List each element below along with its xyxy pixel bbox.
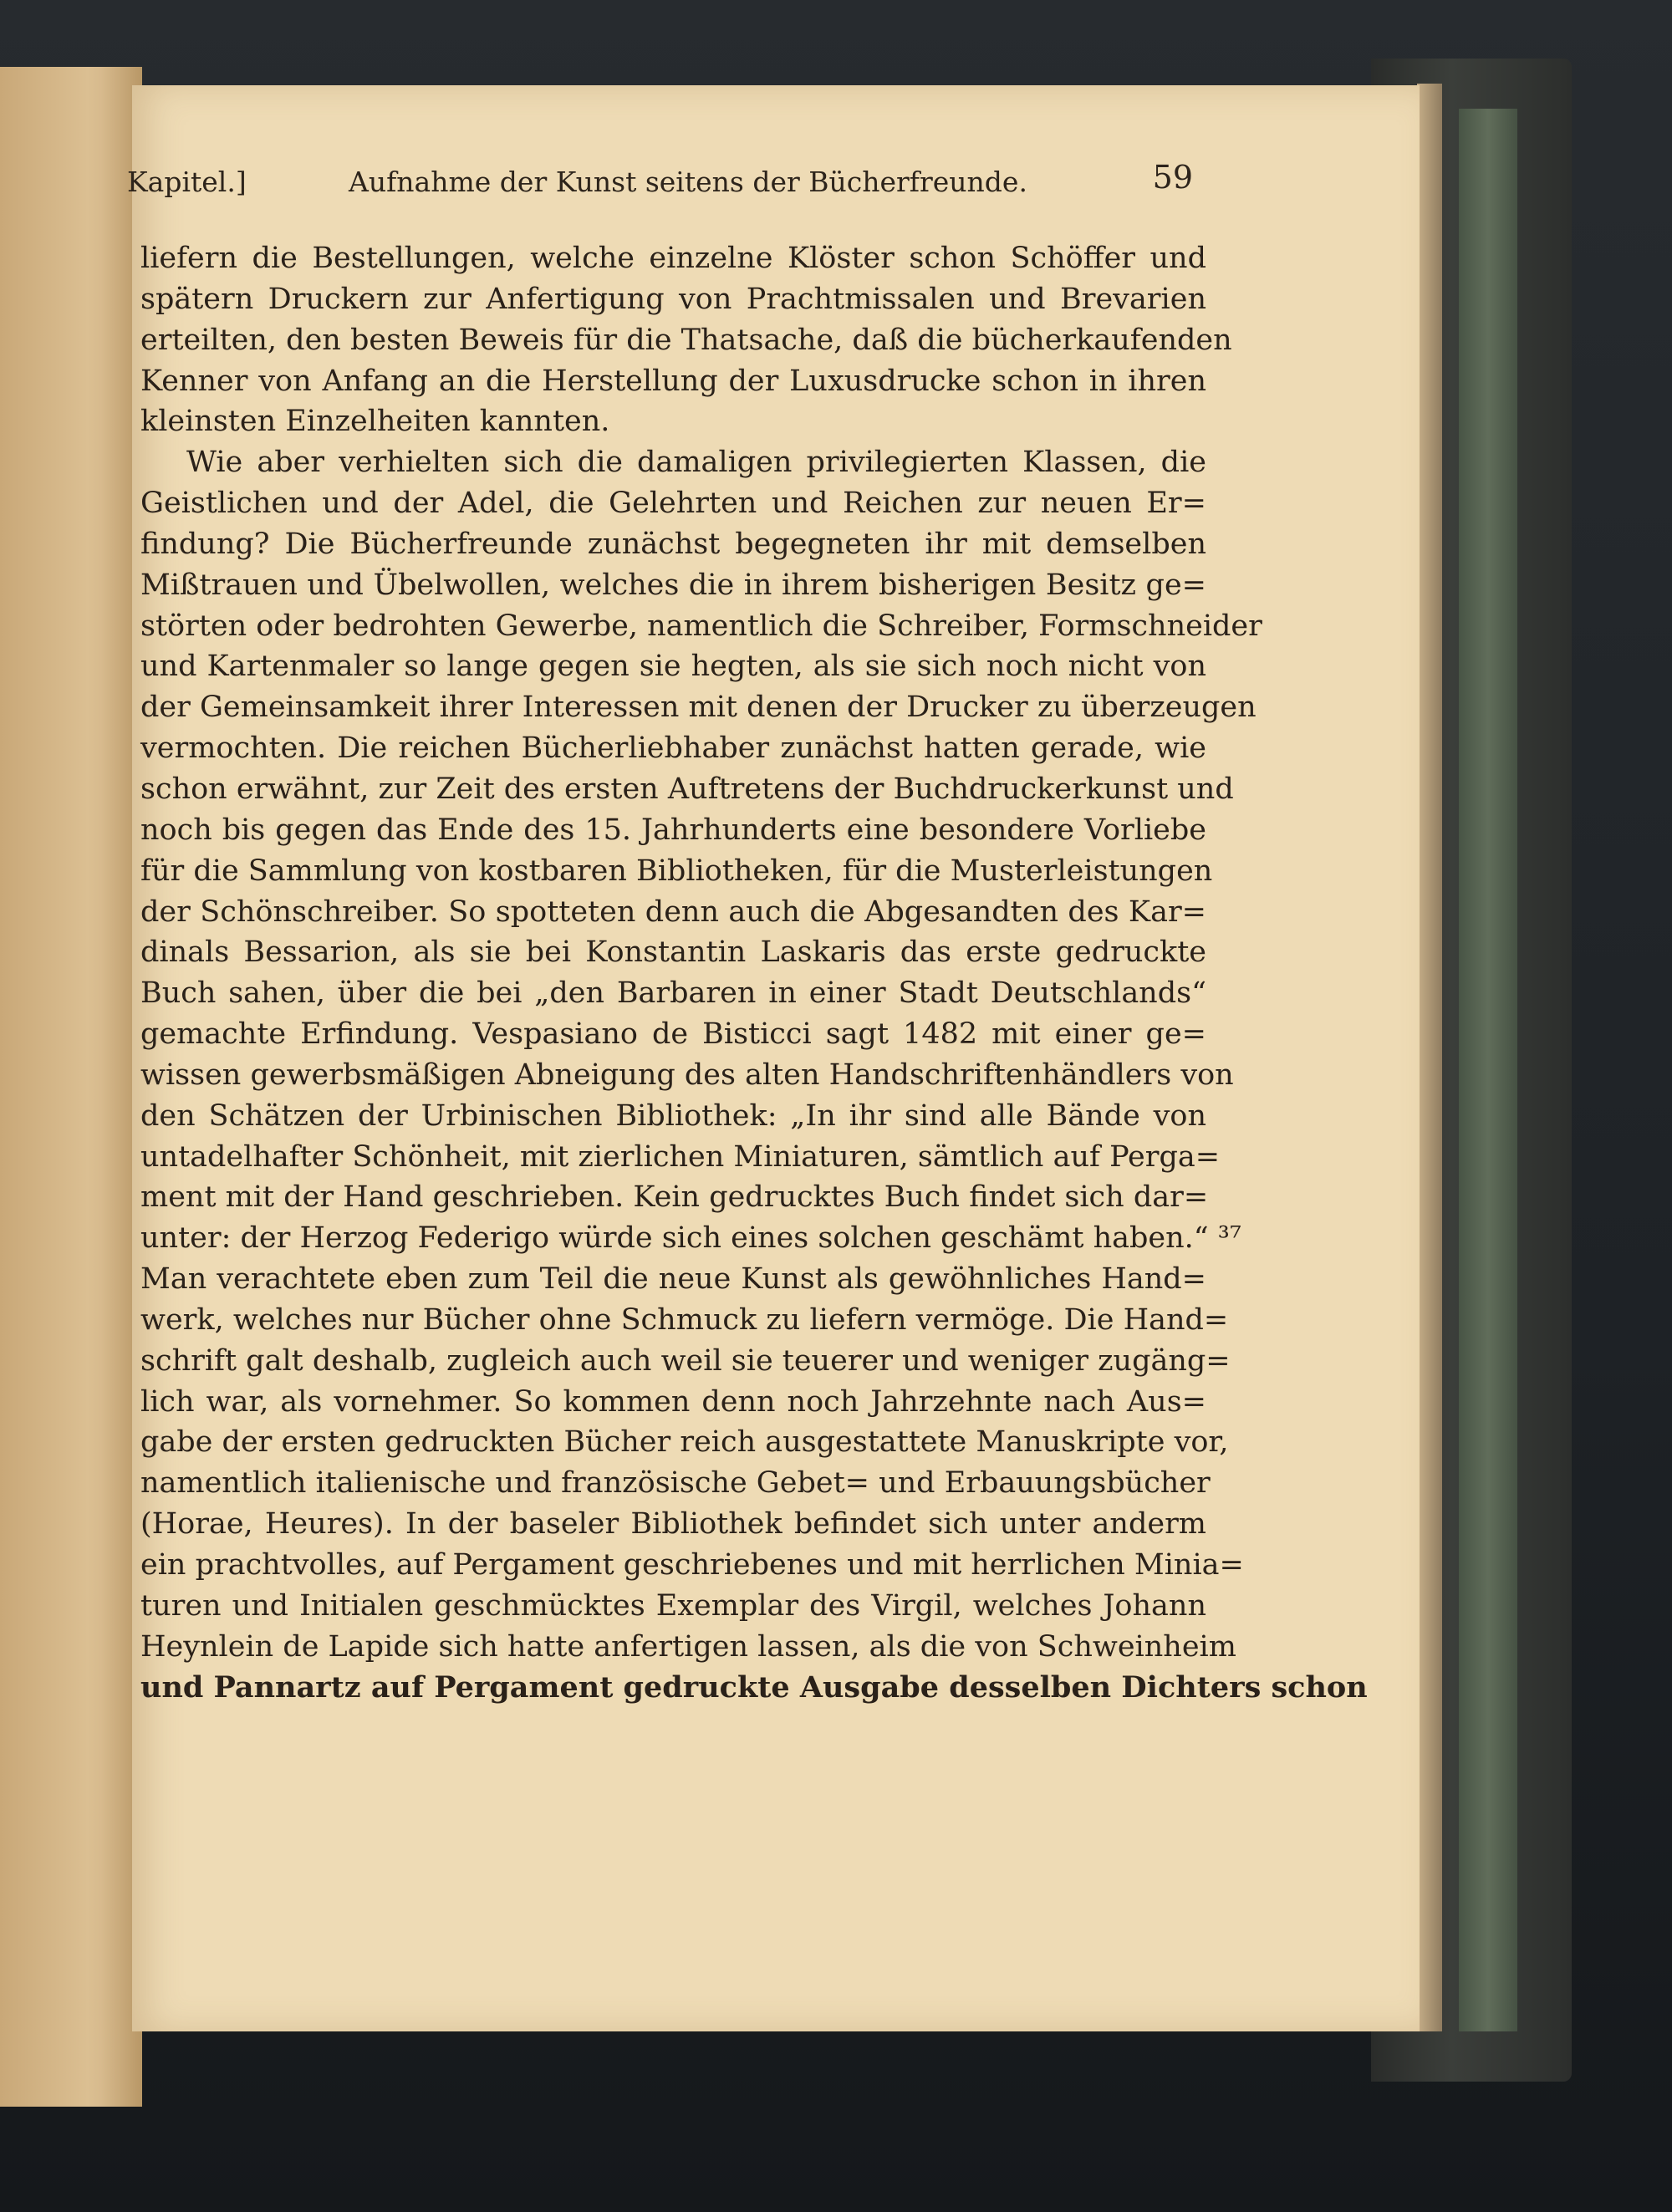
page-number: 59 [1152, 159, 1193, 196]
text-line: untadelhafter Schönheit, mit zierlichen Miniaturen, sämtlich auf Perga= [140, 1139, 1221, 1174]
text-line: der Gemeinsamkeit ihrer Interessen mit denen der Drucker zu überzeugen [140, 691, 1257, 725]
text-line: kleinsten Einzelheiten kannten. [140, 405, 610, 439]
text-line: gemachte Erfindung. Vespasiano de Bisticci sagt 1482 mit einer ge= [140, 1017, 1206, 1052]
text-line: und Pannartz auf Pergament gedruckte Ausgabe desselben Dichters schon [140, 1669, 1368, 1705]
text-line: schon erwähnt, zur Zeit des ersten Auftretens der Buchdruckerkunst und [140, 772, 1234, 806]
text-line: Heynlein de Lapide sich hatte anfertigen lassen, als die von Schweinheim [140, 1629, 1236, 1664]
text-line: Buch sahen, über die bei „den Barbaren in einer Stadt Deutschlands“ [140, 976, 1206, 1011]
text-line: liefern die Bestellungen, welche einzelne Klöster schon Schöffer und [140, 242, 1206, 275]
text-line: gabe der ersten gedruckten Bücher reich ausgestattete Manuskripte vor, [140, 1425, 1229, 1460]
text-line: wissen gewerbsmäßigen Abneigung des alten Handschriftenhändlers von [140, 1058, 1234, 1092]
text-line: (Horae, Heures). In der baseler Bibliothek befindet sich unter anderm [140, 1507, 1206, 1542]
text-line: ment mit der Hand geschrieben. Kein gedrucktes Buch findet sich dar= [140, 1180, 1209, 1215]
text-line: Geistlichen und der Adel, die Gelehrten und Reichen zur neuen Er= [140, 487, 1206, 521]
text-line: turen und Initialen geschmücktes Exemplar des Virgil, welches Johann [140, 1588, 1206, 1623]
text-line: vermochten. Die reichen Bücherliebhaber zunächst hatten gerade, wie [140, 731, 1206, 766]
text-line: dinals Bessarion, als sie bei Konstantin Laskaris das erste gedruckte [140, 935, 1206, 970]
text-line: erteilten, den besten Beweis für die Thatsache, daß die bücherkaufenden [140, 323, 1232, 357]
text-line: spätern Druckern zur Anfertigung von Prachtmissalen und Brevarien [140, 282, 1206, 316]
text-line: Mißtrauen und Übelwollen, welches die in ihrem bisherigen Besitz ge= [140, 568, 1206, 602]
text-line: findung? Die Bücherfreunde zunächst begegneten ihr mit demselben [140, 527, 1206, 561]
text-line: und Kartenmaler so lange gegen sie hegten, als sie sich noch nicht von [140, 650, 1206, 684]
text-line: Man verachtete eben zum Teil die neue Kunst als gewöhnliches Hand= [140, 1262, 1206, 1297]
text-line: lich war, als vornehmer. So kommen denn noch Jahrzehnte nach Aus= [140, 1384, 1206, 1419]
running-header [127, 159, 1193, 209]
text-line: werk, welches nur Bücher ohne Schmuck zu liefern vermöge. Die Hand= [140, 1302, 1229, 1337]
page-edge-shadow [1417, 84, 1442, 2031]
body-text [140, 238, 1368, 1708]
text-line: ein prachtvolles, auf Pergament geschriebenes und mit herrlichen Minia= [140, 1548, 1244, 1582]
text-line: störten oder bedrohten Gewerbe, namentlich die Schreiber, Formschneider [140, 609, 1262, 643]
text-line: namentlich italienische und französische Gebet= und Erbauungsbücher [140, 1466, 1211, 1501]
cover-marbling [1459, 109, 1517, 2031]
text-line: den Schätzen der Urbinischen Bibliothek: „In ihr sind alle Bände von [140, 1098, 1206, 1133]
text-line: schrift galt deshalb, zugleich auch weil sie teuerer und weniger zugäng= [140, 1343, 1231, 1378]
running-title: Aufnahme der Kunst seitens der Bücherfreunde. [349, 166, 1027, 198]
text-line: der Schönschreiber. So spotteten denn auch die Abgesandten des Kar= [140, 894, 1206, 929]
text-line: für die Sammlung von kostbaren Bibliotheken, für die Musterleistungen [140, 854, 1213, 888]
text-line: unter: der Herzog Federigo würde sich eines solchen geschämt haben.“ ³⁷ [140, 1221, 1241, 1256]
text-line: noch bis gegen das Ende des 15. Jahrhunderts eine besondere Vorliebe [140, 813, 1206, 847]
text-line: Wie aber verhielten sich die damaligen privilegierten Klassen, die [186, 446, 1206, 480]
text-line: Kenner von Anfang an die Herstellung der Luxusdrucke schon in ihren [140, 364, 1206, 398]
chapter-label: Kapitel.] [127, 166, 247, 198]
